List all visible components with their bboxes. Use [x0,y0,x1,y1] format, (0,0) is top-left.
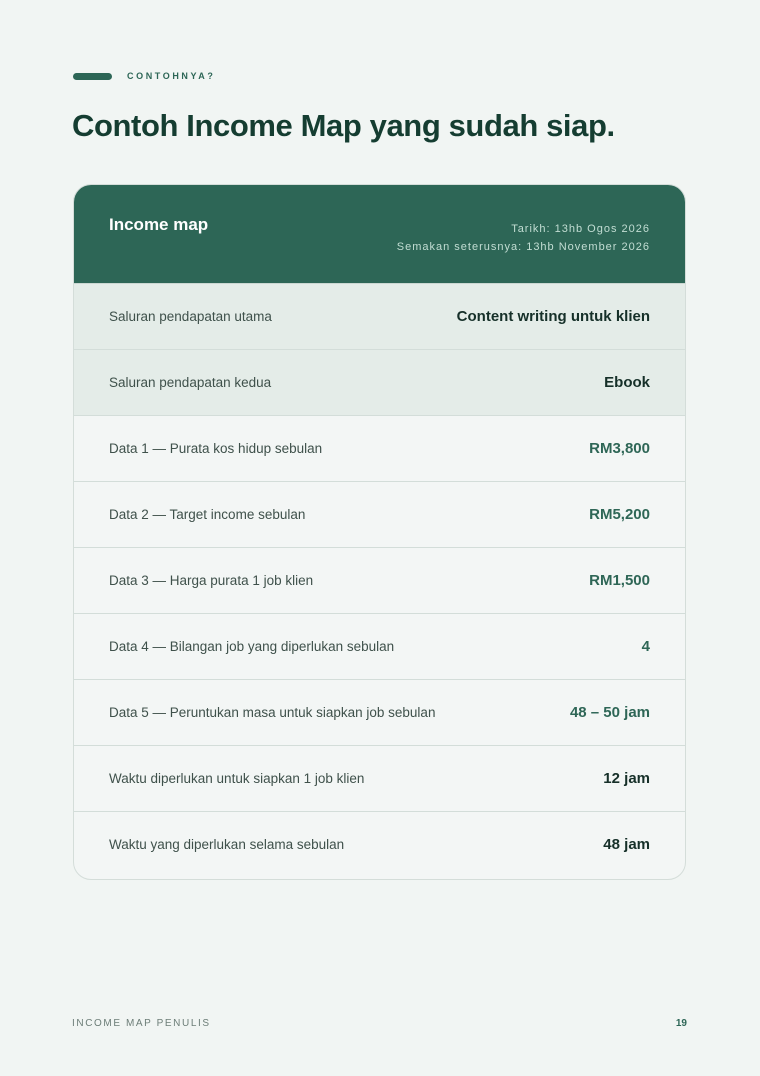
income-map-dates [397,220,650,256]
section-eyebrow [73,71,216,81]
row-label: Data 2 — Target income sebulan [109,507,306,522]
row-label: Waktu diperlukan untuk siapkan 1 job klien [109,771,365,786]
row-value: RM1,500 [589,572,650,589]
income-map-card-title: Income map [109,215,209,234]
income-map-card-header [74,185,685,283]
table-row-time-per-month [74,811,685,877]
row-label: Data 4 — Bilangan job yang diperlukan sebulan [109,639,395,654]
row-value: RM5,200 [589,506,650,523]
row-value: Ebook [604,374,650,391]
row-value: Content writing untuk klien [456,308,650,325]
eyebrow-accent-bar [73,73,112,80]
eyebrow-text: CONTOHNYA? [127,71,216,81]
income-map-review-date: Semakan seterusnya: 13hb November 2026 [396,241,650,253]
table-row-secondary-income [74,349,685,415]
row-label: Data 3 — Harga purata 1 job klien [109,573,314,588]
row-value: 12 jam [603,770,650,787]
table-row-time-per-job [74,745,685,811]
table-row-data-4 [74,613,685,679]
row-value: 48 jam [603,836,650,853]
footer-page-number: 19 [675,1018,687,1029]
table-row-data-2 [74,481,685,547]
row-label: Data 1 — Purata kos hidup sebulan [109,441,323,456]
income-map-card [73,184,686,880]
row-value: RM3,800 [589,440,650,457]
table-row-data-3 [74,547,685,613]
page-title: Contoh Income Map yang sudah siap. [72,108,615,143]
row-value: 48 – 50 jam [569,704,650,721]
row-label: Waktu yang diperlukan selama sebulan [109,837,345,852]
table-row-data-1 [74,415,685,481]
row-label: Saluran pendapatan kedua [109,375,272,390]
table-row-data-5 [74,679,685,745]
income-map-date: Tarikh: 13hb Ogos 2026 [511,223,650,235]
row-label: Saluran pendapatan utama [109,309,272,324]
row-label: Data 5 — Peruntukan masa untuk siapkan job sebulan [109,705,436,720]
footer-document-title: INCOME MAP PENULIS [72,1018,211,1029]
row-value: 4 [641,638,650,655]
table-row-primary-income [74,283,685,349]
